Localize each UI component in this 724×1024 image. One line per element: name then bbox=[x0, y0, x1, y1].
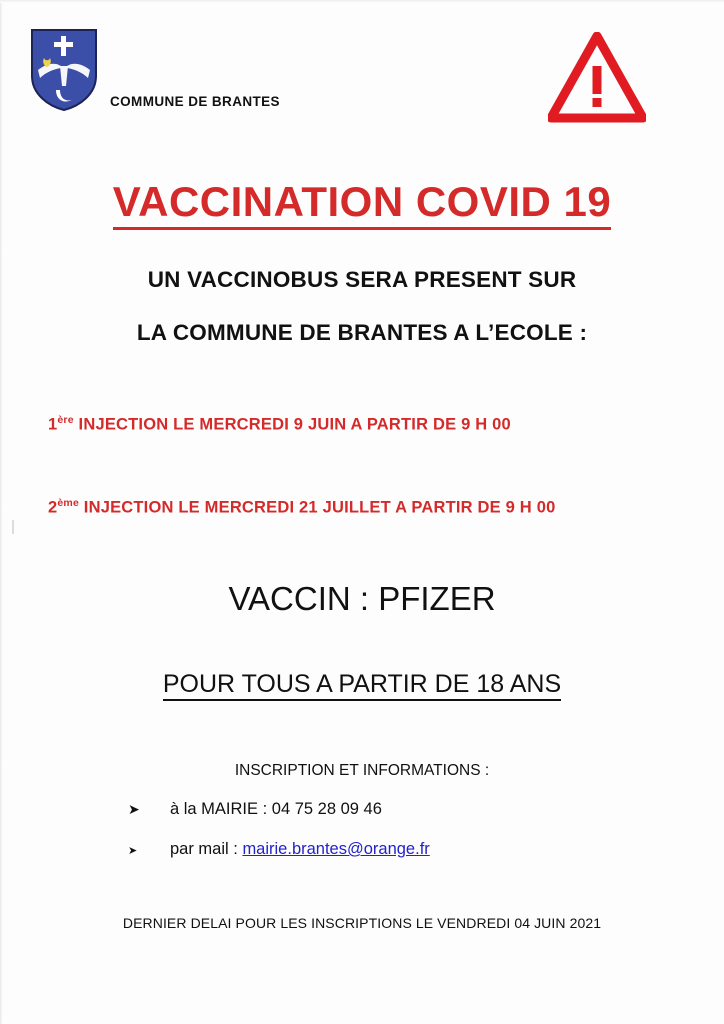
injection-2-ordinal: ème bbox=[57, 497, 80, 509]
contact-mail-link[interactable]: mairie.brantes@orange.fr bbox=[242, 840, 430, 858]
deadline-note: DERNIER DELAI POUR LES INSCRIPTIONS LE VENDREDI 04 JUIN 2021 bbox=[122, 915, 602, 931]
commune-label: COMMUNE DE BRANTES bbox=[110, 94, 280, 109]
info-heading: INSCRIPTION ET INFORMATIONS : bbox=[234, 762, 490, 779]
injection-2-text: INJECTION LE MERCREDI 21 JUILLET A PARTIR DE 9 H 00 bbox=[79, 498, 556, 517]
contact-mail-row bbox=[128, 840, 430, 859]
injection-line-1 bbox=[48, 414, 511, 435]
contact-mail-label: par mail : bbox=[170, 840, 243, 858]
scan-artifact bbox=[12, 520, 14, 534]
arrow-bullet-icon: ➤ bbox=[128, 844, 138, 857]
poster-header bbox=[0, 24, 724, 144]
warning-triangle-icon bbox=[548, 32, 646, 124]
page-title-text: VACCINATION COVID 19 bbox=[113, 178, 612, 230]
scan-edge-left bbox=[0, 0, 3, 1024]
contact-phone-text: à la MAIRIE : 04 75 28 09 46 bbox=[170, 800, 382, 818]
subtitle-line-1: UN VACCINOBUS SERA PRESENT SUR bbox=[147, 267, 577, 292]
scan-edge-top bbox=[0, 0, 724, 3]
coat-of-arms-icon bbox=[30, 28, 98, 112]
subtitle-line-2: LA COMMUNE DE BRANTES A L’ECOLE : bbox=[136, 320, 588, 345]
injection-1-number: 1 bbox=[48, 415, 58, 434]
contact-phone-row bbox=[128, 800, 382, 819]
eligibility-text: POUR TOUS A PARTIR DE 18 ANS bbox=[163, 670, 561, 701]
page-title bbox=[0, 178, 724, 226]
eligibility-line bbox=[0, 670, 724, 699]
injection-1-text: INJECTION LE MERCREDI 9 JUIN A PARTIR DE 9 H 00 bbox=[73, 415, 511, 434]
vaccine-name: VACCIN : PFIZER bbox=[228, 580, 496, 617]
arrow-bullet-icon: ➤ bbox=[128, 802, 140, 818]
injection-2-number: 2 bbox=[48, 498, 58, 517]
injection-line-2 bbox=[48, 497, 555, 518]
injection-1-ordinal: ère bbox=[57, 414, 74, 426]
